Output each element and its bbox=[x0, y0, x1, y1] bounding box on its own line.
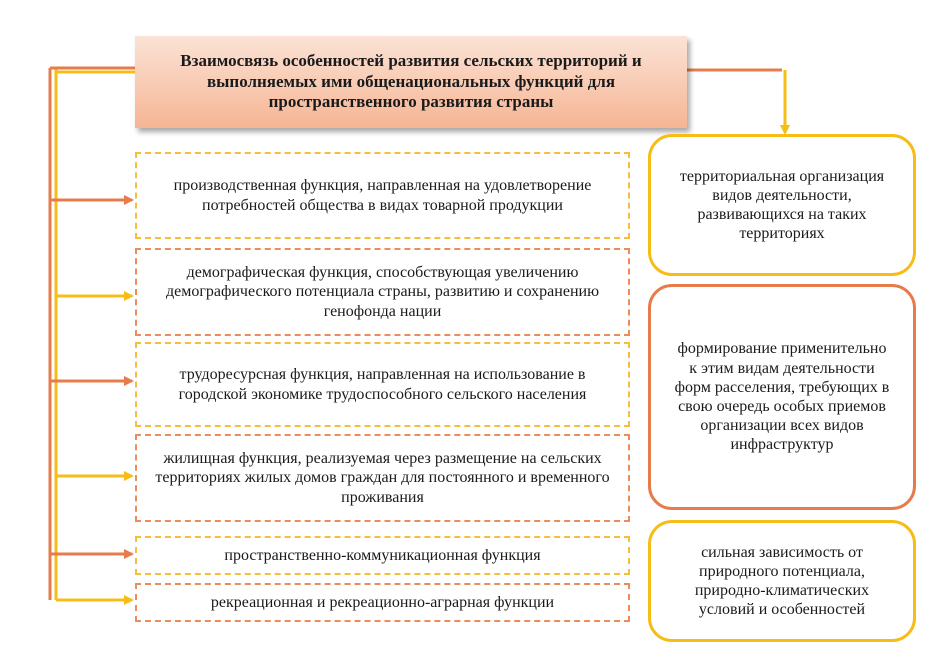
function-box-housing: жилищная функция, реализуемая через размещение на сельских территориях жилых домов граждан для постоянного и временного проживания bbox=[135, 434, 630, 522]
function-box-demographic: демографическая функция, способствующая увеличению демографического потенциала страны, развитию и сохранению генофонда нации bbox=[135, 248, 630, 336]
function-box-production: производственная функция, направленная на удовлетворение потребностей общества в видах товарной продукции bbox=[135, 152, 630, 239]
diagram-title: Взаимосвязь особенностей развития сельских территорий и выполняемых ими общенациональных функций для пространственного развития страны bbox=[135, 36, 687, 128]
function-box-recreational: рекреационная и рекреационно-аграрная функции bbox=[135, 583, 630, 622]
side-box-settlement-forms: формирование применительно к этим видам деятельности форм расселения, требующих в свою очередь особых приемов организации всех видов инфраструктур bbox=[648, 284, 916, 510]
side-box-territorial-organization: территориальная организация видов деятельности, развивающихся на таких территориях bbox=[648, 134, 916, 276]
function-box-spatial-communication: пространственно-коммуникационная функция bbox=[135, 536, 630, 575]
side-box-natural-dependence: сильная зависимость от природного потенциала, природно-климатических условий и особенностей bbox=[648, 520, 916, 642]
function-box-labor-resource: трудоресурсная функция, направленная на использование в городской экономике трудоспособного сельского населения bbox=[135, 342, 630, 427]
